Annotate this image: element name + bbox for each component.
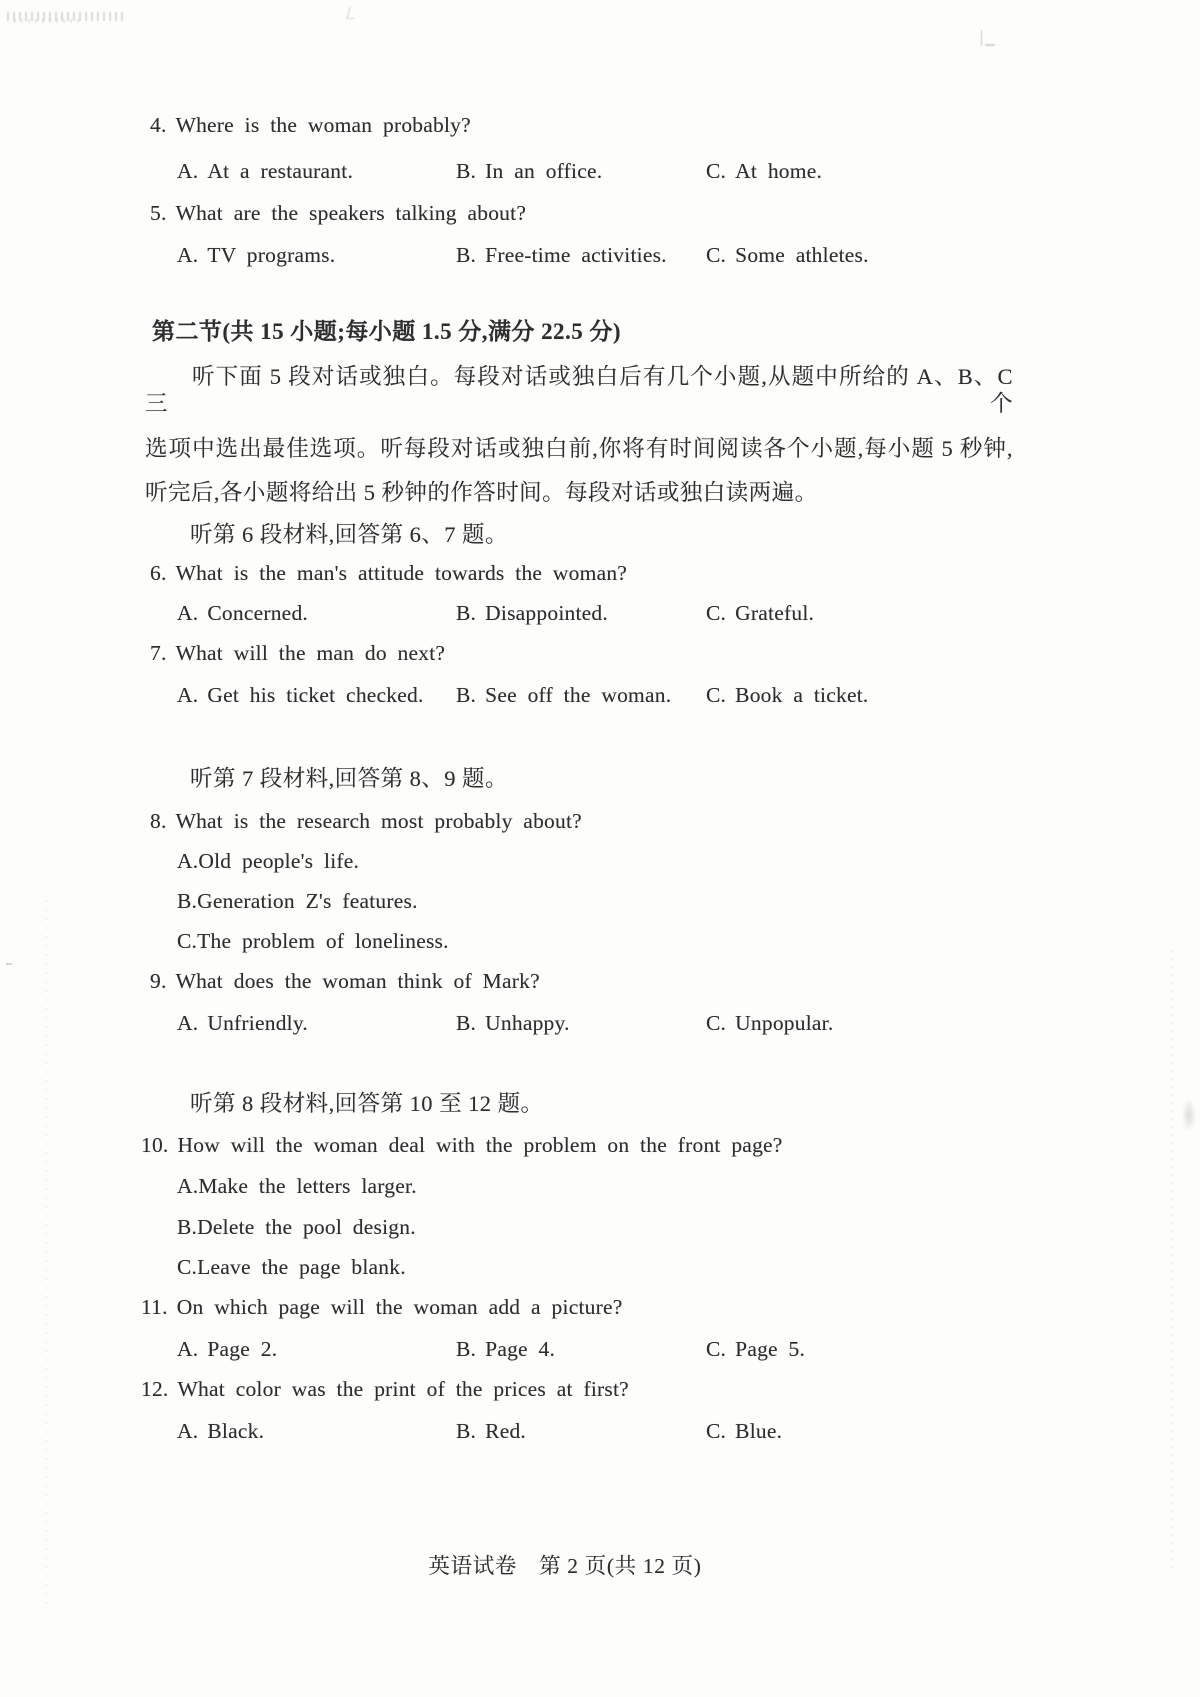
- option-text: Disappointed.: [485, 601, 608, 625]
- question-11-text: On which page will the woman add a picture?: [176, 1295, 623, 1319]
- question-11-option-a: [177, 1336, 456, 1363]
- question-7-option-c: [706, 682, 1200, 709]
- question-12-stem: [0, 1376, 1200, 1403]
- question-5-option-c: [706, 242, 1200, 269]
- option-text: In an office.: [485, 159, 603, 183]
- option-text: Leave the page blank.: [197, 1255, 406, 1279]
- question-9-option-c: [706, 1010, 1200, 1037]
- option-label: C.: [706, 683, 727, 707]
- question-7-option-a: [177, 682, 456, 709]
- question-6-option-c: [706, 600, 1200, 627]
- instructions-line-2: 选项中选出最佳选项。听每段对话或独白前,你将有时间阅读各个小题,每小题 5 秒钟,: [145, 436, 1013, 461]
- question-5-stem: [0, 200, 1200, 227]
- question-8-stem: [0, 808, 1200, 835]
- option-text: See off the woman.: [485, 683, 672, 707]
- option-text: Blue.: [735, 1419, 783, 1443]
- option-label: B.: [456, 1011, 477, 1035]
- question-7-options: [0, 682, 1200, 709]
- question-9-option-b: [456, 1010, 706, 1037]
- option-text: TV programs.: [207, 243, 336, 267]
- option-label: C.: [177, 1255, 198, 1279]
- option-label: C.: [706, 159, 727, 183]
- question-6-stem: [0, 560, 1200, 587]
- option-label: A.: [177, 159, 199, 183]
- cue-material-6: 听第 6 段材料,回答第 6、7 题。: [190, 522, 508, 547]
- question-11-options: [0, 1336, 1200, 1363]
- option-label: C.: [706, 243, 727, 267]
- option-text: Red.: [485, 1419, 527, 1443]
- option-text: Old people's life.: [198, 849, 360, 873]
- question-5-option-a: [177, 242, 456, 269]
- question-9-options: [0, 1010, 1200, 1037]
- question-10-option-b: [0, 1214, 1200, 1241]
- question-7-text: What will the man do next?: [175, 641, 446, 665]
- option-label: B.: [456, 243, 477, 267]
- option-text: Book a ticket.: [735, 683, 869, 707]
- option-text: Concerned.: [207, 601, 308, 625]
- option-text: Page 4.: [485, 1337, 556, 1361]
- option-label: B.: [456, 159, 477, 183]
- question-11-number: 11.: [141, 1295, 168, 1319]
- option-text: Page 2.: [207, 1337, 278, 1361]
- option-text: Get his ticket checked.: [207, 683, 424, 707]
- question-5-number: 5.: [150, 201, 167, 225]
- option-label: A.: [177, 243, 199, 267]
- option-label: B.: [177, 1215, 198, 1239]
- option-label: A.: [177, 1011, 199, 1035]
- question-4-option-a: [177, 158, 456, 185]
- question-10-option-c: [0, 1254, 1200, 1281]
- question-6-text: What is the man's attitude towards the woman?: [175, 561, 628, 585]
- question-4-options: [0, 158, 1200, 185]
- option-label: C.: [706, 601, 727, 625]
- instructions-line-3: 听完后,各小题将给出 5 秒钟的作答时间。每段对话或独白读两遍。: [145, 480, 818, 505]
- question-8-number: 8.: [150, 809, 167, 833]
- question-9-option-a: [177, 1010, 456, 1037]
- question-5-option-b: [456, 242, 706, 269]
- question-9-stem: [0, 968, 1200, 995]
- instructions-line-1: 听下面 5 段对话或独白。每段对话或独白后有几个小题,从题中所给的 A、B、C 三个: [145, 364, 1013, 416]
- option-text: Some athletes.: [735, 243, 869, 267]
- question-4-number: 4.: [150, 113, 167, 137]
- question-6-options: [0, 600, 1200, 627]
- cue-material-8: 听第 8 段材料,回答第 10 至 12 题。: [190, 1091, 544, 1116]
- option-label: A.: [177, 683, 199, 707]
- question-7-option-b: [456, 682, 706, 709]
- option-text: Grateful.: [735, 601, 815, 625]
- question-11-option-c: [706, 1336, 1200, 1363]
- option-label: B.: [456, 1419, 477, 1443]
- question-8-option-c: [0, 928, 1200, 955]
- question-5-options: [0, 242, 1200, 269]
- question-4-text: Where is the woman probably?: [175, 113, 471, 137]
- question-11-option-b: [456, 1336, 706, 1363]
- option-label: A.: [177, 601, 199, 625]
- question-12-option-a: [177, 1418, 456, 1445]
- question-10-option-a: [0, 1173, 1200, 1200]
- question-6-number: 6.: [150, 561, 167, 585]
- question-4-option-b: [456, 158, 706, 185]
- option-label: B.: [456, 601, 477, 625]
- question-4-option-c: [706, 158, 1200, 185]
- question-7-number: 7.: [150, 641, 167, 665]
- option-label: A.: [177, 1419, 199, 1443]
- option-label: A.: [177, 1337, 199, 1361]
- option-text: Unhappy.: [485, 1011, 570, 1035]
- question-8-text: What is the research most probably about?: [175, 809, 582, 833]
- question-10-text: How will the woman deal with the problem on the front page?: [177, 1133, 783, 1157]
- question-9-number: 9.: [150, 969, 167, 993]
- option-text: Free-time activities.: [485, 243, 667, 267]
- option-label: B.: [456, 1337, 477, 1361]
- question-8-option-b: [0, 888, 1200, 915]
- question-11-stem: [0, 1294, 1200, 1321]
- option-label: C.: [177, 929, 198, 953]
- option-label: A.: [177, 1174, 199, 1198]
- question-12-text: What color was the print of the prices at first?: [177, 1377, 629, 1401]
- option-text: Make the letters larger.: [198, 1174, 417, 1198]
- question-10-stem: [0, 1132, 1200, 1159]
- option-text: Page 5.: [735, 1337, 806, 1361]
- option-text: Unpopular.: [735, 1011, 834, 1035]
- option-label: C.: [706, 1011, 727, 1035]
- option-label: C.: [706, 1419, 727, 1443]
- option-text: Black.: [207, 1419, 265, 1443]
- question-7-stem: [0, 640, 1200, 667]
- question-12-option-b: [456, 1418, 706, 1445]
- question-6-option-b: [456, 600, 706, 627]
- question-8-option-a: [0, 848, 1200, 875]
- option-label: C.: [706, 1337, 727, 1361]
- question-10-number: 10.: [141, 1133, 169, 1157]
- option-text: At home.: [735, 159, 823, 183]
- question-9-text: What does the woman think of Mark?: [175, 969, 540, 993]
- question-6-option-a: [177, 600, 456, 627]
- option-text: The problem of loneliness.: [197, 929, 449, 953]
- option-text: Delete the pool design.: [197, 1215, 416, 1239]
- option-text: Generation Z's features.: [197, 889, 418, 913]
- question-5-text: What are the speakers talking about?: [175, 201, 527, 225]
- question-4-stem: [0, 112, 1200, 139]
- question-12-number: 12.: [141, 1377, 169, 1401]
- cue-material-7: 听第 7 段材料,回答第 8、9 题。: [190, 766, 508, 791]
- page-footer: 英语试卷 第 2 页(共 12 页): [428, 1554, 702, 1578]
- section-two-heading: 第二节(共 15 小题;每小题 1.5 分,满分 22.5 分): [152, 319, 621, 344]
- question-12-option-c: [706, 1418, 1200, 1445]
- option-text: At a restaurant.: [207, 159, 354, 183]
- question-12-options: [0, 1418, 1200, 1445]
- option-label: B.: [177, 889, 198, 913]
- option-text: Unfriendly.: [207, 1011, 309, 1035]
- option-label: A.: [177, 849, 199, 873]
- option-label: B.: [456, 683, 477, 707]
